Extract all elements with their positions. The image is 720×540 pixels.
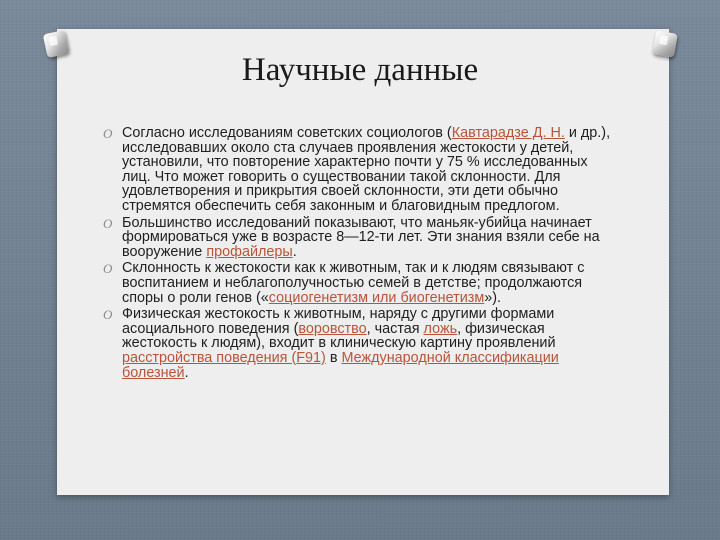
hyperlink[interactable]: Кавтарадзе Д. Н. — [451, 125, 565, 141]
slide-title: Научные данные — [241, 52, 479, 88]
bullet-icon: O — [103, 215, 113, 231]
hyperlink[interactable]: расстройства поведения (F91) — [122, 349, 326, 366]
text-run: , частая — [366, 320, 424, 337]
text-run: »). — [484, 289, 502, 306]
bullet-item — [103, 307, 618, 380]
text-run: в — [325, 349, 342, 366]
bullet-text — [122, 216, 618, 260]
text-run: . — [292, 243, 297, 260]
hyperlink[interactable]: Международной классификации болезней — [122, 349, 559, 381]
text-run: , физическая жестокость к людям), входит в клиническую картину проявлений — [122, 320, 556, 352]
bullet-item — [103, 261, 618, 305]
bullet-list — [103, 126, 618, 380]
bullet-text — [122, 307, 618, 380]
text-run: и др.), исследовавших около ста случаев проявления жестокости у детей, установили, что повторение характерно почти у 75 % исследованных лиц. Что может говорить о существовании такой склонности. Для удовлетворения и прикрытия своей склонности, эти дети обычно стремятся обеспечить себя законным и благовидным предлогом. — [122, 125, 611, 214]
bullet-text — [122, 126, 618, 214]
bullet-icon: O — [103, 307, 113, 323]
bullet-item — [103, 126, 618, 214]
text-run: Согласно исследованиям советских социологов ( — [122, 125, 452, 141]
bullet-icon: O — [103, 261, 113, 277]
bullet-icon: O — [103, 126, 113, 141]
text-run: Физическая жестокость к животным, наряду с другими формами асоциального поведения ( — [122, 306, 555, 337]
hyperlink[interactable]: социогенетизм или биогенетизм — [268, 289, 485, 306]
text-run: Большинство исследований показывают, что маньяк-убийца начинает формироваться уже в возрасте 8—12-ти лет. Эти знания взяли себе на вооружение — [122, 214, 600, 260]
bullet-text — [122, 261, 618, 305]
bullet-item — [103, 216, 618, 260]
hyperlink[interactable]: воровство — [298, 320, 367, 337]
text-run: . — [184, 364, 189, 381]
text-run: Склонность к жестокости как к животным, так и к людям связывают с воспитанием и неблагополучностью семей в детстве; продолжаются споры о роли генов (« — [122, 260, 585, 306]
hyperlink[interactable]: ложь — [423, 320, 458, 337]
hyperlink[interactable]: профайлеры — [206, 243, 293, 260]
